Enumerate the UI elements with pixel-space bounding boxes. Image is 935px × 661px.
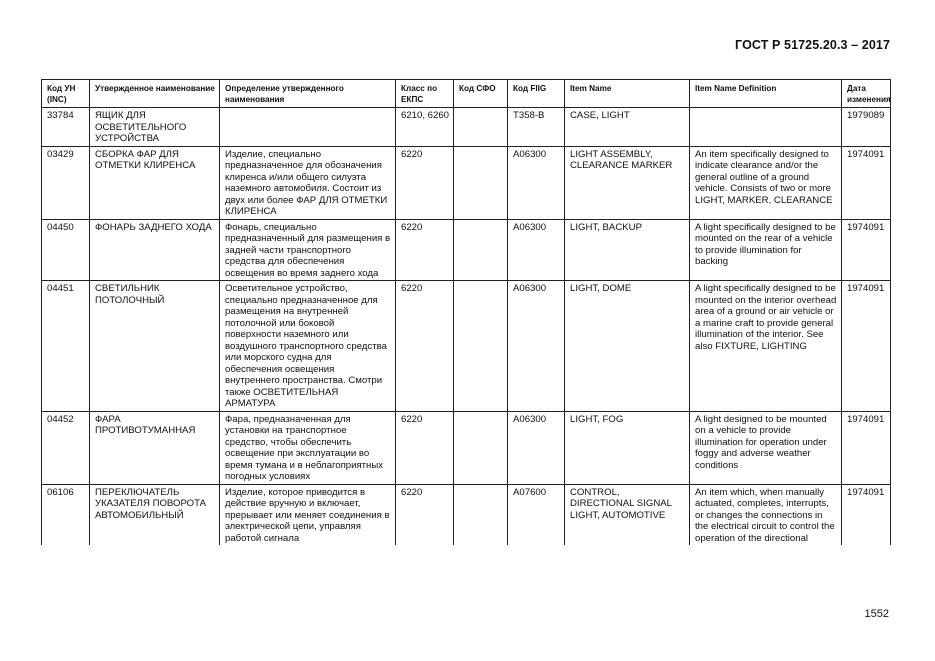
cell-fiig: А07600 — [508, 484, 565, 545]
table-header-row — [42, 80, 891, 108]
cell-inc: 06106 — [42, 484, 90, 545]
cell-item-name-definition: A light specifically designed to be mounted on the interior overhead area of a ground or air vehicle or a marine craft to provide general illumination of the interior. See also FIXTURE, LIGHTING — [690, 281, 842, 412]
cell-item-name-definition — [690, 108, 842, 147]
cell-item-name-definition: An item which, when manually actuated, completes, interrupts, or changes the connections in the electrical circuit to control the operation of the directional — [690, 484, 842, 545]
cell-inc: 04452 — [42, 411, 90, 484]
table-row — [42, 108, 891, 147]
cell-fiig: А06300 — [508, 411, 565, 484]
cell-item-name: CASE, LIGHT — [565, 108, 690, 147]
cell-definition: Изделие, которое приводится в действие вручную и включает, прерывает или меняет соединения в электрической цепи, управляя работой сигнала — [220, 484, 396, 545]
cell-change-date: 1974091 — [842, 484, 891, 545]
page-number: 1552 — [864, 608, 889, 620]
column-header-sfo: Код СФО — [454, 80, 508, 108]
column-header-definition: Определение утвержденного наименования — [220, 80, 396, 108]
cell-fiig: А06300 — [508, 219, 565, 281]
cell-fiig: А06300 — [508, 146, 565, 219]
cell-approved-name: ПЕРЕКЛЮЧАТЕЛЬ УКАЗАТЕЛЯ ПОВОРОТА АВТОМОБИЛЬНЫЙ — [90, 484, 220, 545]
cell-item-name: LIGHT ASSEMBLY, CLEARANCE MARKER — [565, 146, 690, 219]
cell-definition: Фонарь, специально предназначенный для размещения в задней части транспортного средства для обеспечения освещения во время заднего хода — [220, 219, 396, 281]
cell-class: 6220 — [396, 219, 454, 281]
column-header-item-name: Item Name — [565, 80, 690, 108]
cell-change-date: 1979089 — [842, 108, 891, 147]
cell-change-date: 1974091 — [842, 411, 891, 484]
column-header-change-date: Дата изменения — [842, 80, 891, 108]
cell-approved-name: ЯЩИК ДЛЯ ОСВЕТИТЕЛЬНОГО УСТРОЙСТВА — [90, 108, 220, 147]
cell-item-name: LIGHT, BACKUP — [565, 219, 690, 281]
cell-sfo — [454, 411, 508, 484]
cell-class: 6210, 6260 — [396, 108, 454, 147]
cell-inc: 33784 — [42, 108, 90, 147]
table-row — [42, 219, 891, 281]
table-row — [42, 281, 891, 412]
table-row — [42, 484, 891, 545]
table-row — [42, 146, 891, 219]
cell-sfo — [454, 146, 508, 219]
cell-approved-name: СБОРКА ФАР ДЛЯ ОТМЕТКИ КЛИРЕНСА — [90, 146, 220, 219]
cell-definition: Осветительное устройство, специально предназначенное для размещения на внутренней потолочной или боковой поверхности наземного или воздушного транспортного средства или морского судна для обеспечения освещения внутреннего пространства. Смотри также ОСВЕТИТЕЛЬНАЯ АРМАТУРА — [220, 281, 396, 412]
cell-class: 6220 — [396, 484, 454, 545]
cell-class: 6220 — [396, 146, 454, 219]
cell-item-name-definition: An item specifically designed to indicate clearance and/or the general outline of a ground vehicle. Consists of two or more LIGHT, MARKER, CLEARANCE — [690, 146, 842, 219]
cell-approved-name: СВЕТИЛЬНИК ПОТОЛОЧНЫЙ — [90, 281, 220, 412]
cell-approved-name: ФАРА ПРОТИВОТУМАННАЯ — [90, 411, 220, 484]
cell-item-name-definition: A light designed to be mounted on a vehicle to provide illumination for operation under foggy and adverse weather conditions — [690, 411, 842, 484]
cell-item-name: CONTROL, DIRECTIONAL SIGNAL LIGHT, AUTOMOTIVE — [565, 484, 690, 545]
cell-item-name: LIGHT, DOME — [565, 281, 690, 412]
cell-sfo — [454, 281, 508, 412]
cell-class: 6220 — [396, 411, 454, 484]
cell-sfo — [454, 219, 508, 281]
cell-inc: 04451 — [42, 281, 90, 412]
cell-inc: 03429 — [42, 146, 90, 219]
document-standard-title: ГОСТ Р 51725.20.3 – 2017 — [735, 38, 890, 52]
cell-change-date: 1974091 — [842, 219, 891, 281]
column-header-approved-name: Утвержденное наименование — [90, 80, 220, 108]
cell-class: 6220 — [396, 281, 454, 412]
column-header-class: Класс по ЕКПС — [396, 80, 454, 108]
cell-item-name-definition: A light specifically designed to be mounted on the rear of a vehicle to provide illumination for backing — [690, 219, 842, 281]
item-registry-table — [41, 79, 891, 545]
cell-fiig: А06300 — [508, 281, 565, 412]
cell-item-name: LIGHT, FOG — [565, 411, 690, 484]
table-row — [42, 411, 891, 484]
cell-sfo — [454, 108, 508, 147]
cell-definition: Фара, предназначенная для установки на транспортное средство, чтобы обеспечить освещение при эксплуатации во время тумана и в неблагоприятных погодных условиях — [220, 411, 396, 484]
cell-definition: Изделие, специально предназначенное для обозначения клиренса и/или общего силуэта наземного автомобиля. Состоит из двух или более ФАР ДЛЯ ОТМЕТКИ КЛИРЕНСА — [220, 146, 396, 219]
cell-definition — [220, 108, 396, 147]
cell-change-date: 1974091 — [842, 146, 891, 219]
cell-change-date: 1974091 — [842, 281, 891, 412]
column-header-fiig: Код FIIG — [508, 80, 565, 108]
column-header-item-name-definition: Item Name Definition — [690, 80, 842, 108]
cell-inc: 04450 — [42, 219, 90, 281]
cell-fiig: Т358-В — [508, 108, 565, 147]
cell-sfo — [454, 484, 508, 545]
column-header-inc: Код УН (INC) — [42, 80, 90, 108]
cell-approved-name: ФОНАРЬ ЗАДНЕГО ХОДА — [90, 219, 220, 281]
